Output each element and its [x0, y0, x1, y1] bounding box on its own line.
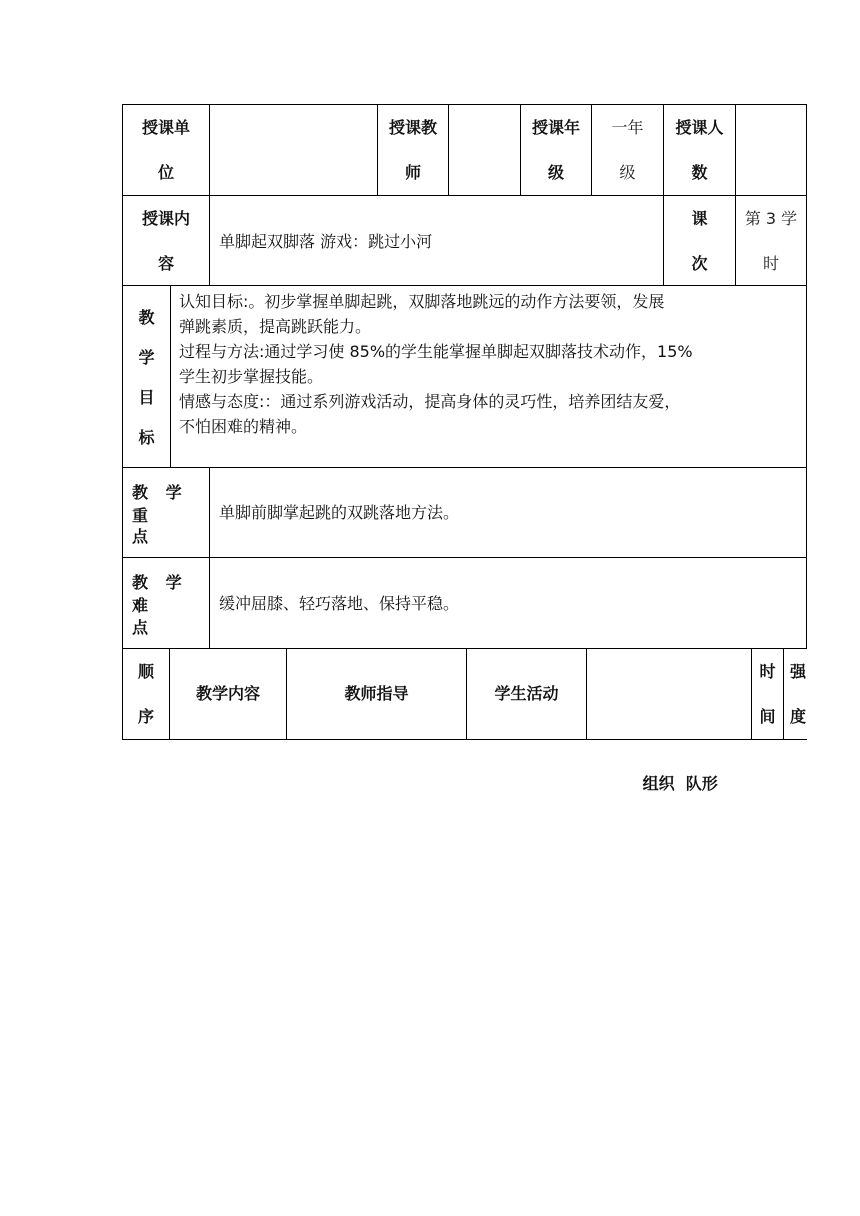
unit-label: 授课单 位	[122, 104, 210, 196]
lesson-number-value: 第 3 学 时	[735, 195, 807, 286]
objectives-text	[179, 289, 800, 439]
student-activity-header: 学生活动	[466, 648, 587, 740]
difficulty-cell	[209, 557, 807, 649]
time-header: 时 间	[751, 648, 784, 740]
objective-line: 过程与方法:通过学习使 85%的学生能掌握单脚起双脚落技术动作，15%	[179, 342, 693, 361]
count-value[interactable]	[735, 104, 807, 196]
count-label: 授课人 数	[663, 104, 736, 196]
objective-line: 认知目标:。初步掌握单脚起跳，双脚落地跳远的动作方法要领，发展	[179, 292, 665, 311]
unit-value[interactable]	[209, 104, 378, 196]
key-point-cell	[209, 467, 807, 558]
teacher-value[interactable]	[448, 104, 521, 196]
grade-value: 一年 级	[591, 104, 664, 196]
objective-line: 情感与态度:：通过系列游戏活动，提高身体的灵巧性，培养团结友爱，	[179, 392, 681, 411]
objectives-label: 教 学 目 标	[122, 285, 171, 468]
organization-header: 组织 队形	[586, 648, 752, 740]
order-header: 顺 序	[122, 648, 170, 740]
grade-label: 授课年 级	[520, 104, 592, 196]
intensity-header: 强 度	[783, 648, 807, 740]
lesson-number-label: 课 次	[663, 195, 736, 286]
content-header: 教学内容	[169, 648, 287, 740]
objective-line: 学生初步掌握技能。	[179, 367, 324, 386]
content-value-cell	[209, 195, 664, 286]
key-point-label: 教 学 重 点	[122, 467, 210, 558]
objectives-text-cell	[170, 285, 807, 468]
difficulty-label: 教 学 难 点	[122, 557, 210, 649]
key-point-value: 单脚前脚掌起跳的双跳落地方法。	[219, 503, 460, 522]
guidance-header: 教师指导	[286, 648, 467, 740]
objective-line: 不怕困难的精神。	[179, 417, 308, 436]
objective-line: 弹跳素质，提高跳跃能力。	[179, 317, 372, 336]
teacher-label: 授课教 师	[377, 104, 449, 196]
content-label: 授课内 容	[122, 195, 210, 286]
difficulty-value: 缓冲屈膝、轻巧落地、保持平稳。	[219, 594, 460, 613]
content-value: 单脚起双脚落 游戏：跳过小河	[219, 232, 433, 251]
